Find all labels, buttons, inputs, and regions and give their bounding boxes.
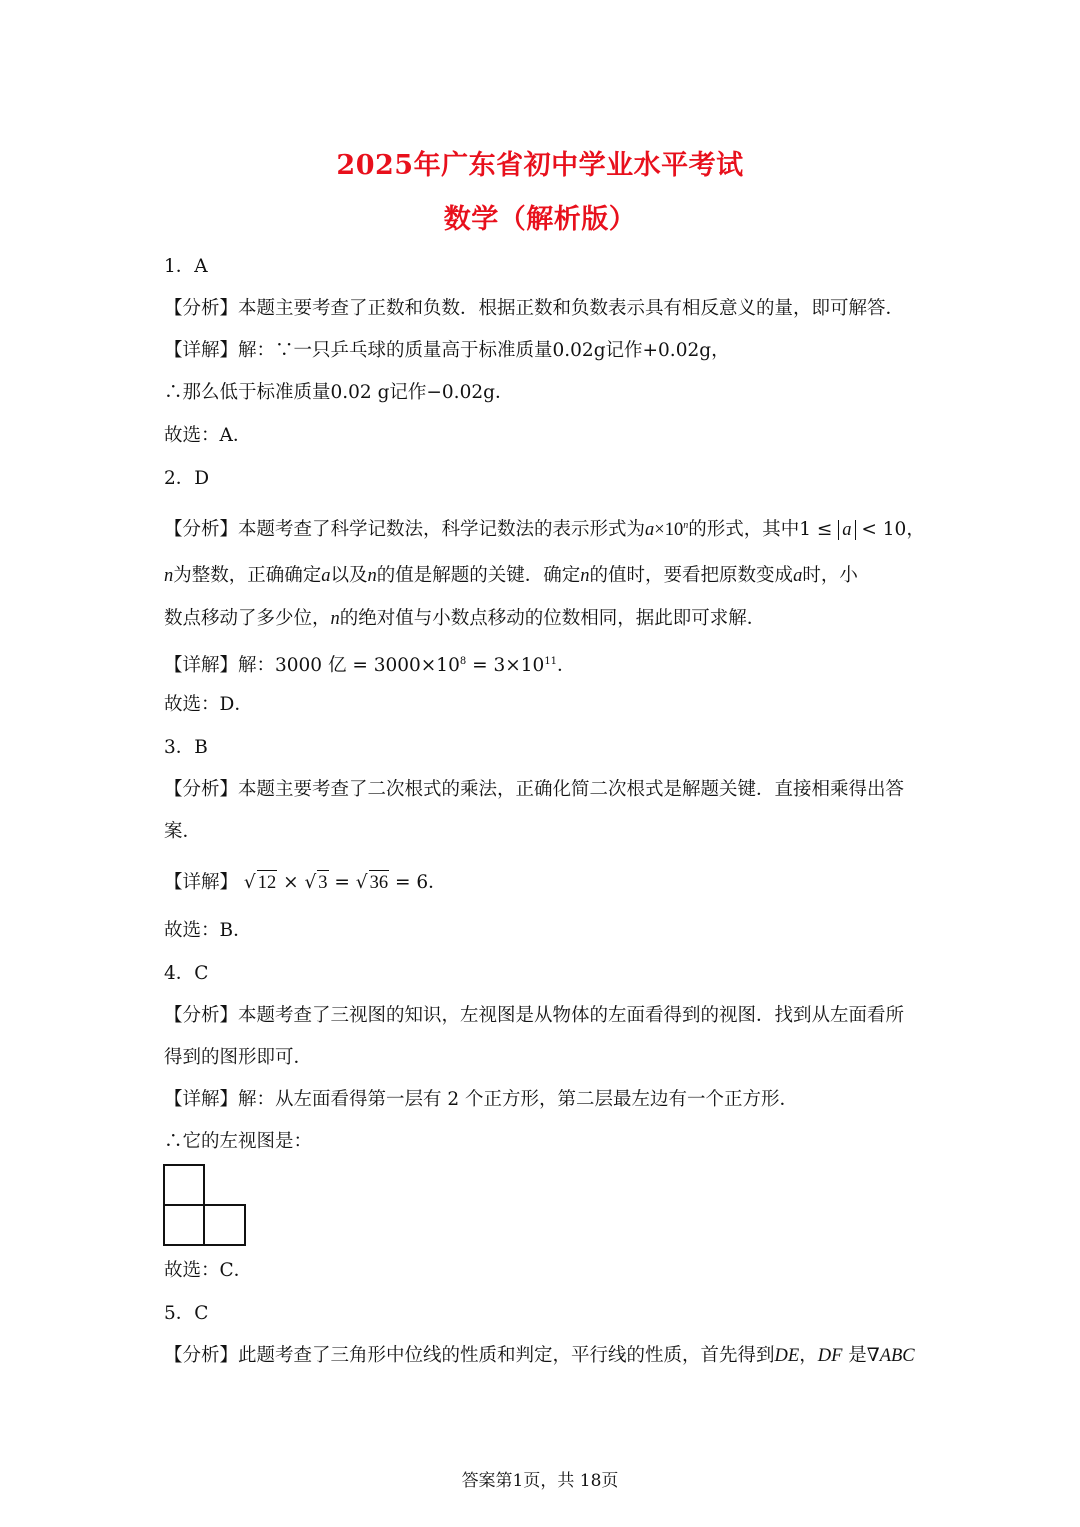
q2-detail-text-c: ．	[557, 655, 576, 677]
q2-analysis-line1	[164, 514, 924, 542]
q2-line2-text-c: 的值是解题的关键．确定	[376, 565, 581, 586]
q2-exp-n: n	[683, 520, 689, 531]
q1-detail: 【详解】解：∵一只乒乓球的质量高于标准质量0.02g记作+0.02g，	[164, 340, 730, 361]
figure-square-bottom-left	[164, 1205, 204, 1245]
q1-answer: 1．A	[164, 256, 208, 277]
q4-analysis-line2: 得到的图形即可．	[164, 1047, 313, 1068]
q2-line3-text-b: 的绝对值与小数点移动的位数相同，据此即可求解．	[339, 608, 766, 629]
q2-var-n-3: n	[580, 566, 590, 586]
sqrt-icon: √	[355, 872, 368, 893]
q2-var-a-2: a	[321, 566, 331, 586]
q3-radicand-1: 12	[257, 870, 278, 895]
q4-choice: 故选：C．	[164, 1260, 253, 1281]
figure-square-top	[164, 1165, 204, 1205]
q3-result: = 6．	[389, 872, 447, 893]
q2-var-n-4: n	[330, 609, 340, 629]
q2-analysis-text-b: 的形式，其中1 ≤	[688, 519, 833, 541]
q3-times: ×	[277, 872, 305, 893]
page-title: 2025年广东省初中学业水平考试	[336, 150, 744, 181]
q2-abs-a: a	[838, 520, 855, 540]
q2-choice: 故选：D．	[164, 694, 253, 715]
q2-var-a-3: a	[793, 566, 803, 586]
sqrt-icon: √	[243, 872, 256, 893]
q1-analysis: 【分析】本题主要考查了正数和负数．根据正数和负数表示具有相反意义的量，即可解答．	[164, 298, 905, 319]
q4-answer: 4．C	[164, 963, 209, 984]
q5-analysis-text-a: 【分析】此题考查了三角形中位线的性质和判定，平行线的性质，首先得到	[164, 1345, 775, 1366]
q1-conclusion: ∴那么低于标准质量0.02 g记作−0.02g．	[164, 382, 514, 403]
q2-line2-text-d: 的值时，要看把原数变成	[589, 565, 794, 586]
q4-analysis-line1: 【分析】本题考查了三视图的知识，左视图是从物体的左面看得到的视图．找到从左面看所	[164, 1005, 905, 1026]
q2-var-a: a	[645, 520, 655, 541]
figure-square-bottom-right	[204, 1205, 245, 1245]
q3-analysis-line1: 【分析】本题主要考查了二次根式的乘法，正确化简二次根式是解题关键．直接相乘得出答	[164, 779, 905, 800]
q2-var-n-2: n	[367, 566, 377, 586]
q2-detail-text-b: = 3×10	[466, 655, 545, 677]
q3-choice: 故选：B．	[164, 920, 252, 941]
q2-line2-text-b: 以及	[330, 565, 368, 586]
q5-answer: 5．C	[164, 1303, 209, 1324]
q5-var-df: DF	[817, 1346, 843, 1366]
q5-var-de: DE	[774, 1346, 800, 1366]
q3-answer: 3．B	[164, 737, 208, 758]
q1-choice: 故选：A．	[164, 425, 252, 446]
q2-analysis-text-c: < 10，	[861, 519, 925, 541]
q2-line3-text-a: 数点移动了多少位，	[164, 608, 331, 629]
q2-analysis-line3	[164, 607, 924, 631]
q3-radicand-3: 36	[369, 870, 390, 895]
q3-detail-label: 【详解】	[164, 872, 239, 893]
page-footer: 答案第1页，共 18页	[461, 1471, 619, 1491]
q5-analysis	[164, 1344, 924, 1368]
q2-detail-text-a: 【详解】解：3000 亿 = 3000×10	[164, 655, 460, 677]
q5-sep: ，	[799, 1345, 818, 1366]
q2-analysis-text-a: 【分析】本题考查了科学记数法，科学记数法的表示形式为	[164, 519, 646, 541]
q2-answer: 2．D	[164, 468, 210, 489]
q2-line2-text-a: 为整数，正确确定	[173, 565, 322, 586]
q3-analysis-line2: 案．	[164, 821, 202, 842]
q4-detail: 【详解】解：从左面看得第一层有 2 个正方形，第二层最左边有一个正方形．	[164, 1089, 799, 1110]
page-subtitle: 数学（解析版）	[443, 204, 637, 235]
q2-var-n: n	[164, 566, 174, 586]
q3-detail	[164, 870, 924, 895]
left-view-figure	[163, 1164, 247, 1246]
q4-conclusion: ∴它的左视图是：	[164, 1131, 313, 1152]
sqrt-icon: √	[304, 872, 317, 893]
q2-times-ten: ×10	[654, 520, 684, 541]
q2-detail-exp1: 8	[459, 656, 467, 667]
q5-var-abc: ABC	[879, 1346, 915, 1366]
q5-analysis-text-b: 是∇	[842, 1345, 880, 1366]
q2-analysis-line2	[164, 564, 924, 588]
q2-detail-exp2: 11	[544, 656, 558, 667]
q2-line2-text-e: 时，小	[802, 565, 858, 586]
q3-radicand-2: 3	[317, 870, 328, 895]
q3-equals: =	[328, 872, 356, 893]
q2-detail	[164, 650, 924, 678]
